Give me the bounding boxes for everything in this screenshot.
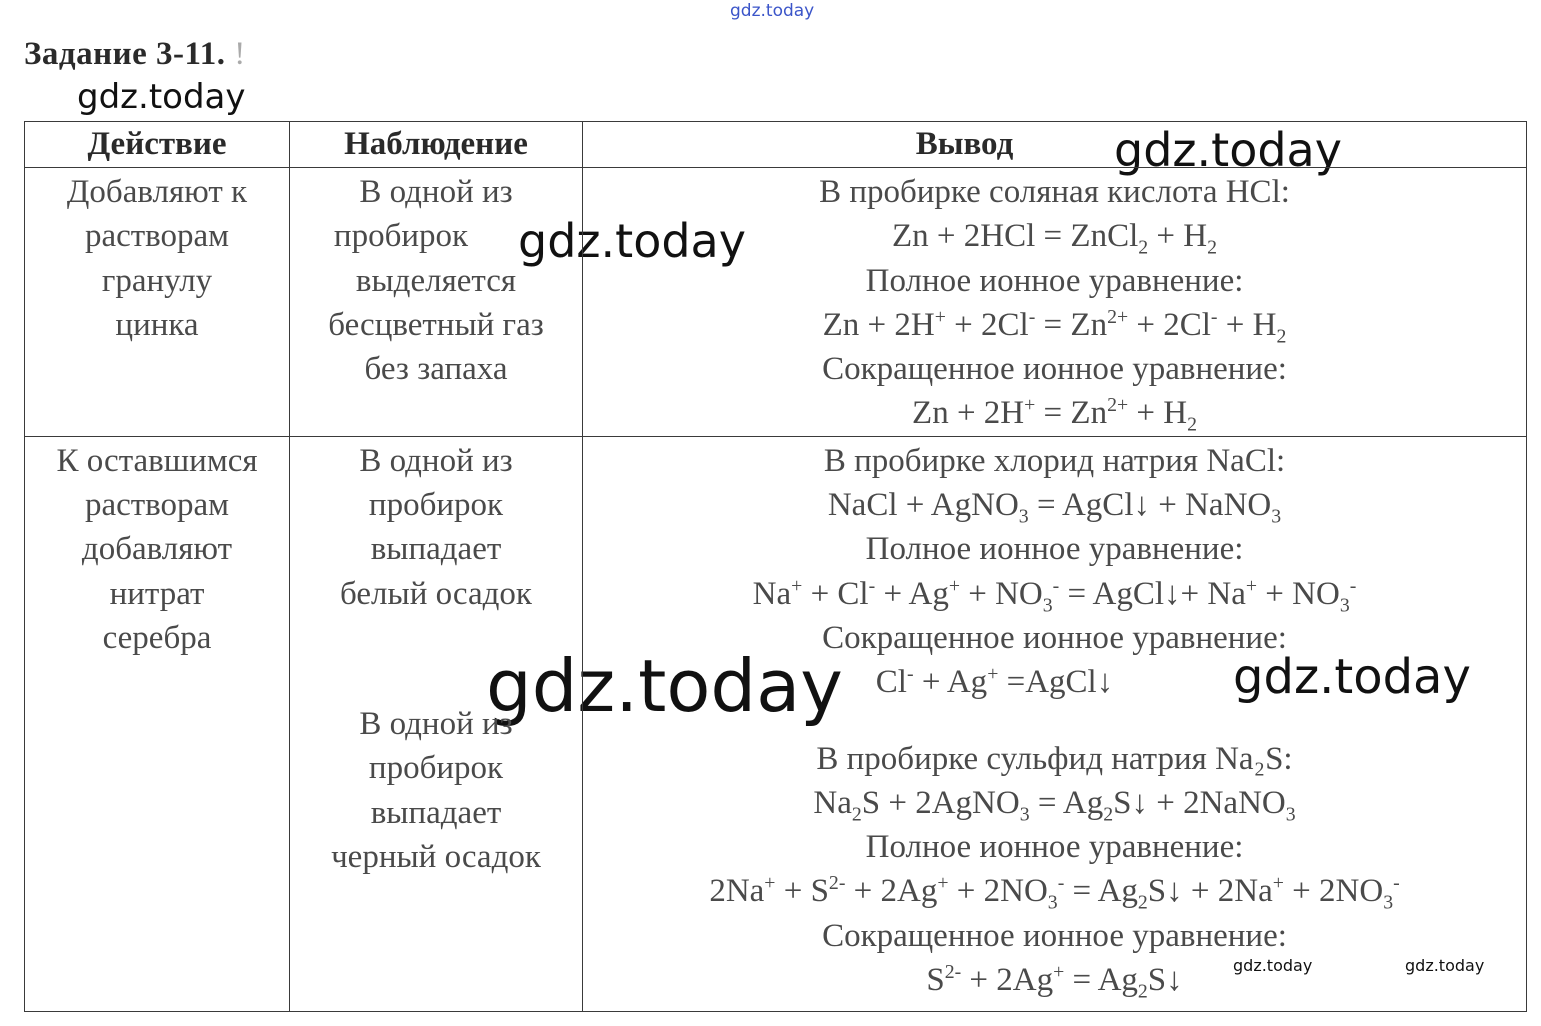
conclusion-line: В пробирке соляная кислота HCl: [819, 174, 1290, 210]
equation-molecular: Zn + 2HCl = ZnCl$_2$ + $H_2$ [892, 218, 1217, 259]
equation-short-ionic: $S^{2-} + 2Ag^+$ = $Ag_2S↓$ [926, 961, 1183, 1003]
conclusion-line: В пробирке сульфид натрия Na₂S: [816, 740, 1293, 777]
action-line: К оставшимся [56, 442, 258, 479]
header-action: Действие [25, 122, 290, 168]
table-row [25, 168, 1527, 437]
observation-line: выделяется [355, 262, 517, 299]
observation-line: выпадает [370, 531, 502, 568]
conclusion-line: Сокращенное ионное уравнение: [822, 351, 1287, 388]
conclusion-line: Сокращенное ионное уравнение: [822, 619, 1287, 656]
observation-line: белый осадок [340, 575, 532, 612]
task-title-tick: ! [234, 36, 246, 72]
observation-line: пробирок [333, 218, 469, 255]
action-line: цинка [115, 306, 199, 343]
conclusion-line: Полное ионное уравнение: [865, 829, 1244, 866]
action-line: добавляют [81, 531, 233, 568]
action-line: Добавляют к [66, 174, 248, 210]
observation-line: В одной из [359, 442, 513, 479]
table-header-row [25, 122, 1527, 168]
watermark: gdz.today [77, 77, 246, 117]
watermark: gdz.today [1233, 649, 1471, 705]
table-row [25, 436, 1527, 1011]
equation-full-ionic: $2Na^+ + S^{2-} + 2Ag^+ + 2NO_3^-$ = $Ag_2S↓ + 2Na^+ + 2NO_3^-$ [709, 872, 1400, 915]
experiment-table [24, 121, 1527, 1012]
action-line: серебра [102, 619, 212, 656]
observation-line: пробирок [368, 750, 504, 787]
watermark: gdz.today [518, 214, 746, 268]
observation-line: без запаха [364, 351, 508, 388]
action-line: растворам [84, 487, 230, 524]
observation-line: В одной из [359, 705, 513, 742]
conclusion-cell [583, 436, 1527, 1011]
task-title [24, 36, 246, 73]
action-cell [25, 436, 290, 1011]
observation-line: пробирок [368, 487, 504, 524]
watermark-small: gdz.today [1405, 956, 1485, 975]
header-conclusion: Вывод [583, 122, 1527, 168]
observation-cell [290, 436, 583, 1011]
watermark-top: gdz.today [730, 1, 815, 21]
action-cell [25, 168, 290, 437]
watermark-small: gdz.today [1233, 956, 1313, 975]
header-observation: Наблюдение [290, 122, 583, 168]
observation-line: выпадает [370, 794, 502, 831]
action-line: нитрат [109, 575, 205, 612]
action-line: гранулу [101, 262, 213, 299]
equation-short-ionic: Cl- + Ag+ =AgCl↓ [875, 663, 1114, 701]
watermark-large: gdz.today [486, 644, 843, 728]
observation-line: бесцветный газ [328, 306, 544, 343]
conclusion-line: В пробирке хлорид натрия NaCl: [823, 442, 1286, 479]
equation-short-ionic: $Zn + 2H^+ = Zn^{2+} + H_2$ [912, 394, 1197, 437]
action-line: растворам [84, 218, 230, 255]
conclusion-cell [583, 168, 1527, 437]
observation-cell [290, 168, 583, 437]
task-title-text: Задание 3-11. [24, 36, 226, 72]
equation-molecular: NaCl + AgNO$_3$ = AgCl↓ + NaNO$_3$ [827, 487, 1282, 528]
observation-line: черный осадок [331, 838, 541, 875]
conclusion-line: Сокращенное ионное уравнение: [822, 917, 1287, 954]
equation-full-ionic: $Na^+ + Cl^- + Ag^+ + NO_3^-$ = AgCl↓+ $Na^+ + NO_3^-$ [752, 574, 1357, 617]
equation-full-ionic: $Zn + 2H^+ + 2Cl^- = Zn^{2+} + 2Cl^- + H_2$ [822, 305, 1287, 348]
observation-line: В одной из [359, 174, 513, 210]
conclusion-line: Полное ионное уравнение: [865, 531, 1244, 568]
equation-molecular: $Na_2S$ + 2AgNO$_3$ = $Ag_2S↓$ + 2NaNO$_3$ [813, 784, 1296, 826]
watermark: gdz.today [1114, 123, 1342, 177]
conclusion-line: Полное ионное уравнение: [865, 262, 1244, 299]
